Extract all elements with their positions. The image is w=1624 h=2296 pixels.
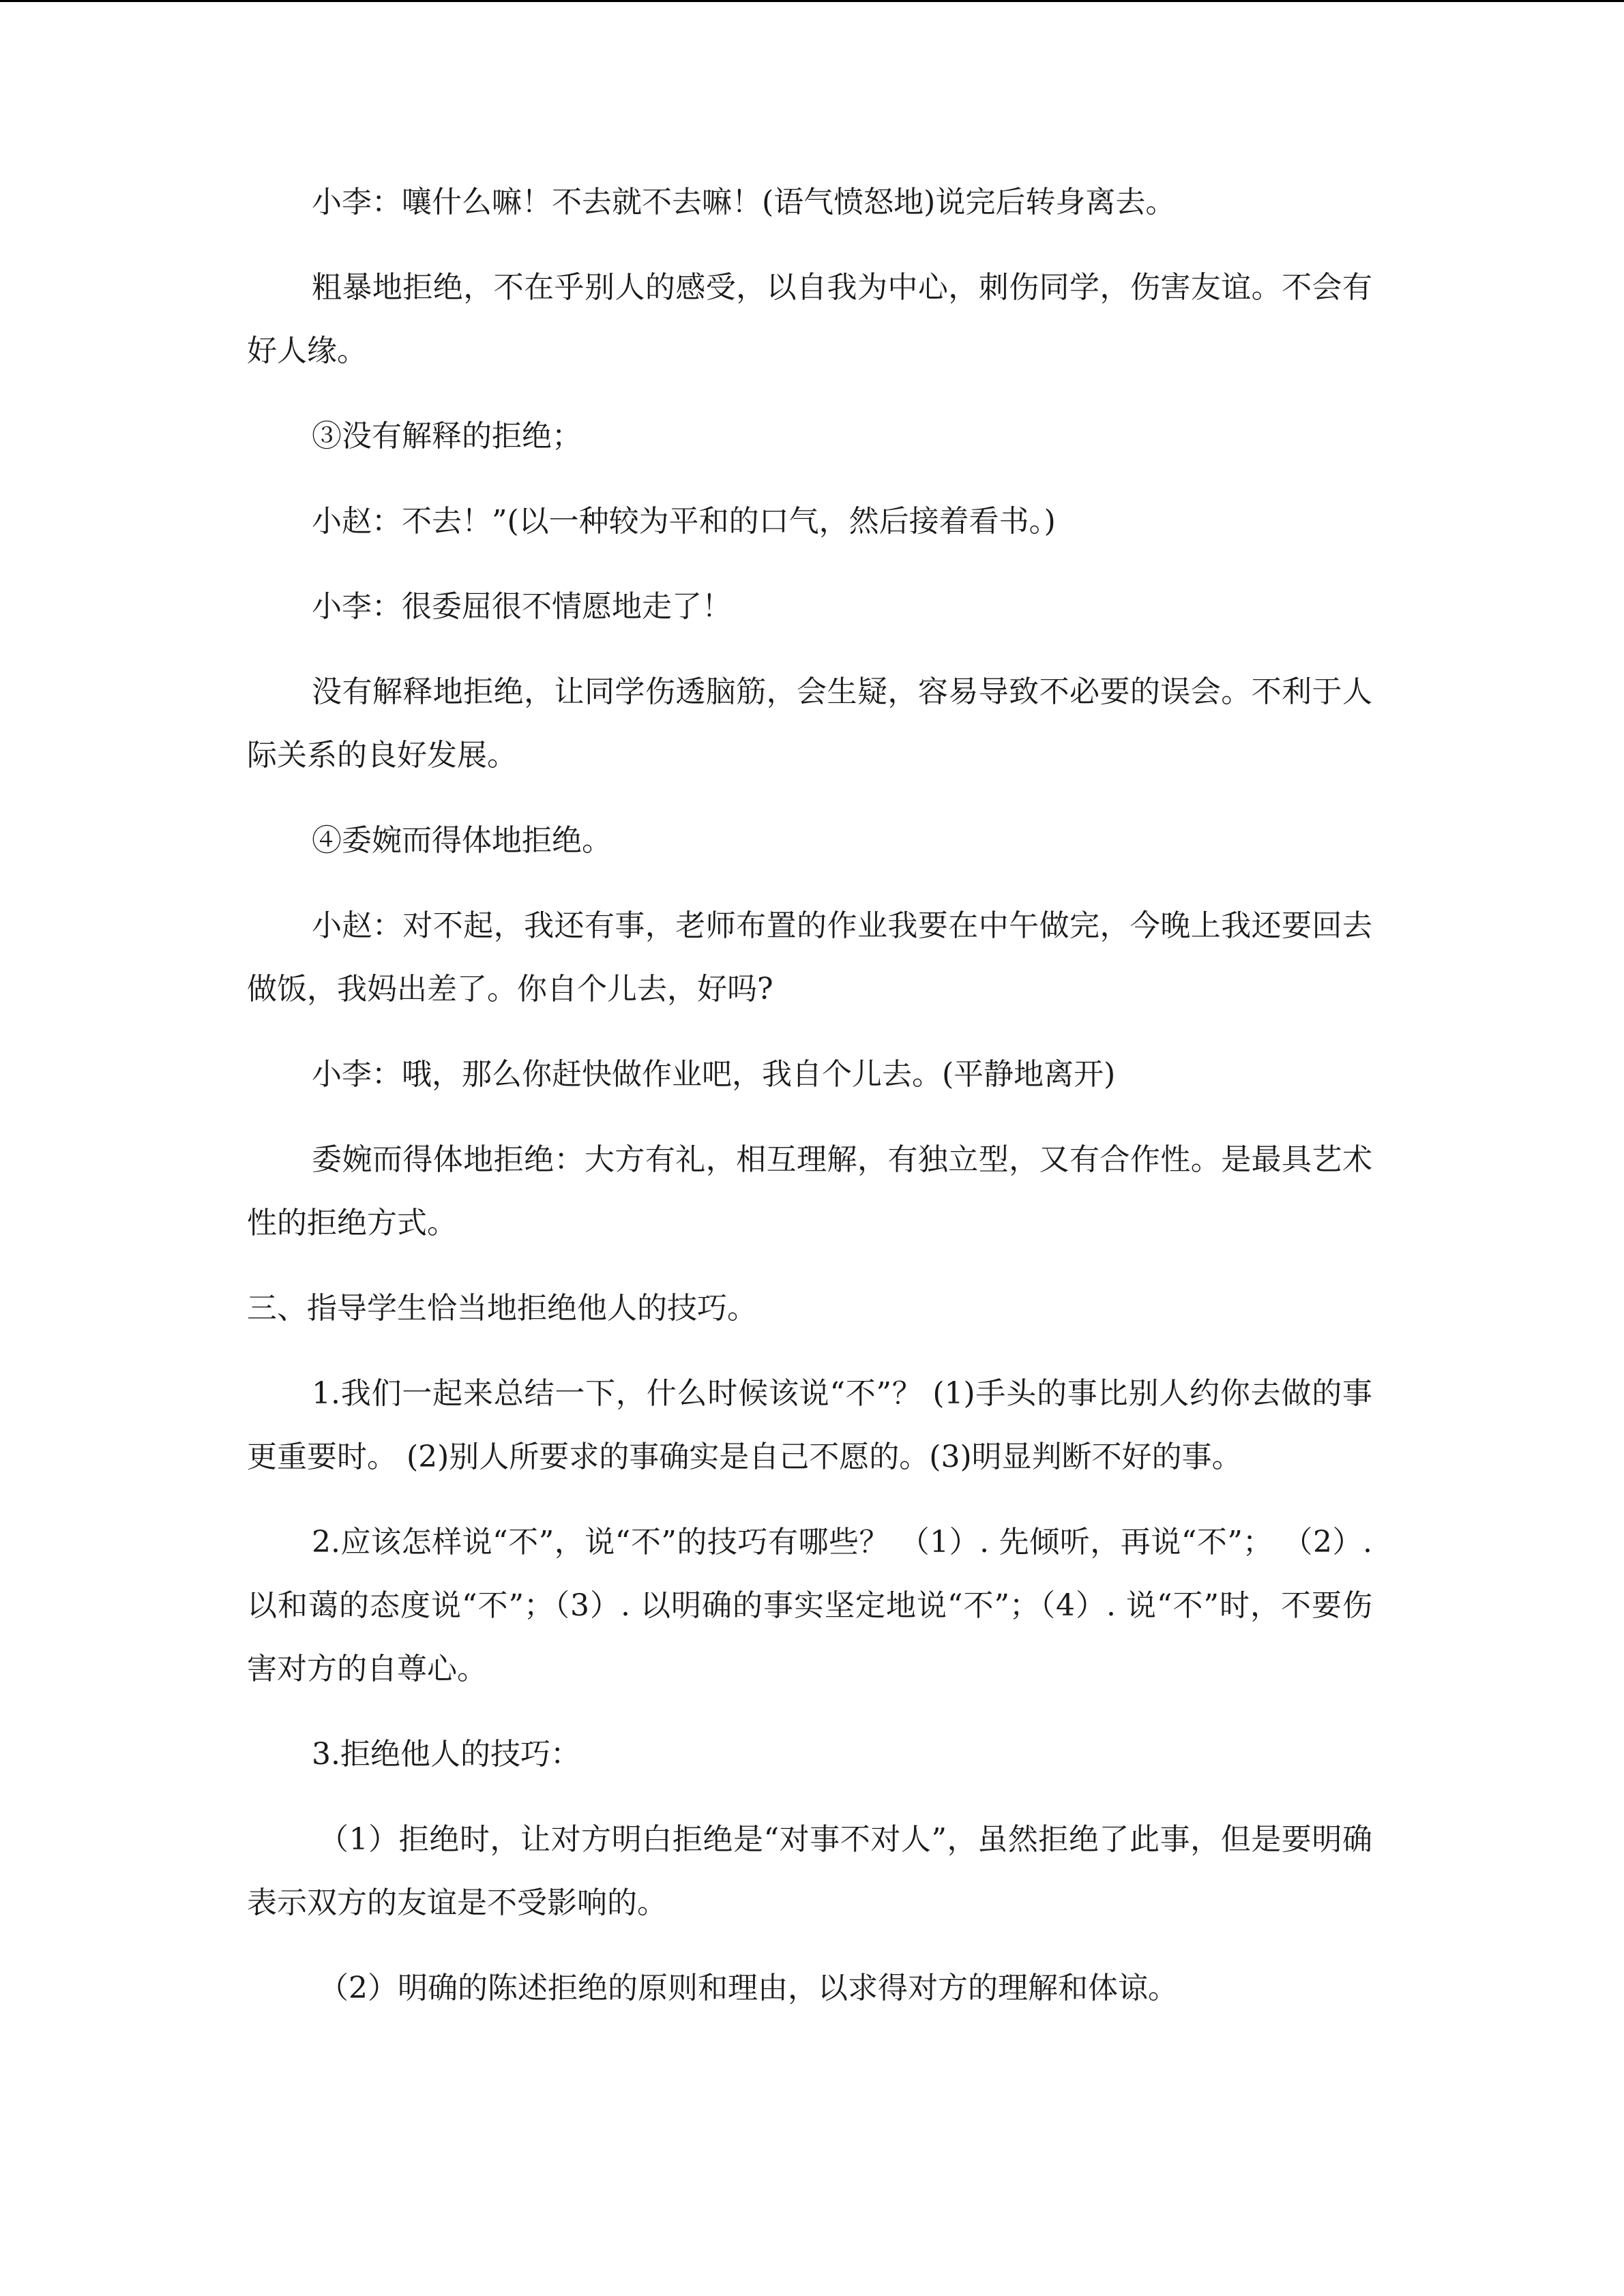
paragraph-technique-two: （2）明确的陈述拒绝的原则和理由，以求得对方的理解和体谅。 [319, 1971, 1178, 2006]
page-top-border [0, 0, 1624, 2]
paragraph-no-explanation-comment: 没有解释地拒绝，让同学伤透脑筋，会生疑，容易导致不必要的误会。不利于人际关系的良好发展。 [247, 674, 1372, 773]
section-heading-three: 三、指导学生恰当地拒绝他人的技巧。 [247, 1291, 757, 1326]
document-page [247, 170, 1372, 2042]
paragraph-xiaoli-calm: 小李：哦，那么你赶快做作业吧，我自个儿去。(平静地离开) [312, 1057, 1116, 1092]
paragraph-heading-tactful: ④委婉而得体地拒绝。 [312, 823, 612, 858]
paragraph-rude-refusal-comment: 粗暴地拒绝，不在乎别人的感受，以自我为中心，刺伤同学，伤害友谊。不会有好人缘。 [247, 270, 1372, 368]
paragraph-xiaozhao-no: 小赵：不去！”(以一种较为平和的口气，然后接着看书。) [312, 504, 1056, 539]
paragraph-tactful-comment: 委婉而得体地拒绝：大方有礼，相互理解，有独立型，又有合作性。是最具艺术性的拒绝方式。 [247, 1142, 1372, 1240]
paragraph-point-three: 3.拒绝他人的技巧： [312, 1737, 580, 1772]
paragraph-point-two: 2.应该怎样说“不”，说“不”的技巧有哪些？ （1）. 先倾听，再说“不”； （2）. 以和蔼的态度说“不”；（3）. 以明确的事实坚定地说“不”；（4）. 说“不”时，不要伤害对方的自尊心。 [247, 1525, 1372, 1686]
paragraph-point-one: 1.我们一起来总结一下，什么时候该说“不”？ (1)手头的事比别人约你去做的事更重要时。 (2)别人所要求的事确实是自己不愿的。(3)明显判断不好的事。 [247, 1376, 1372, 1474]
paragraph-xiaoli-leaves: 小李：很委屈很不情愿地走了！ [312, 589, 732, 624]
paragraph-technique-one: （1）拒绝时，让对方明白拒绝是“对事不对人”，虽然拒绝了此事，但是要明确表示双方的友谊是不受影响的。 [247, 1822, 1372, 1920]
paragraph-xiaozhao-sorry: 小赵：对不起，我还有事，老师布置的作业我要在中午做完，今晚上我还要回去做饭，我妈出差了。你自个儿去，好吗? [247, 908, 1372, 1007]
paragraph-xiaoli-angry: 小李：嚷什么嘛！不去就不去嘛！(语气愤怒地)说完后转身离去。 [312, 185, 1176, 220]
paragraph-heading-no-explanation: ③没有解释的拒绝； [312, 419, 582, 453]
